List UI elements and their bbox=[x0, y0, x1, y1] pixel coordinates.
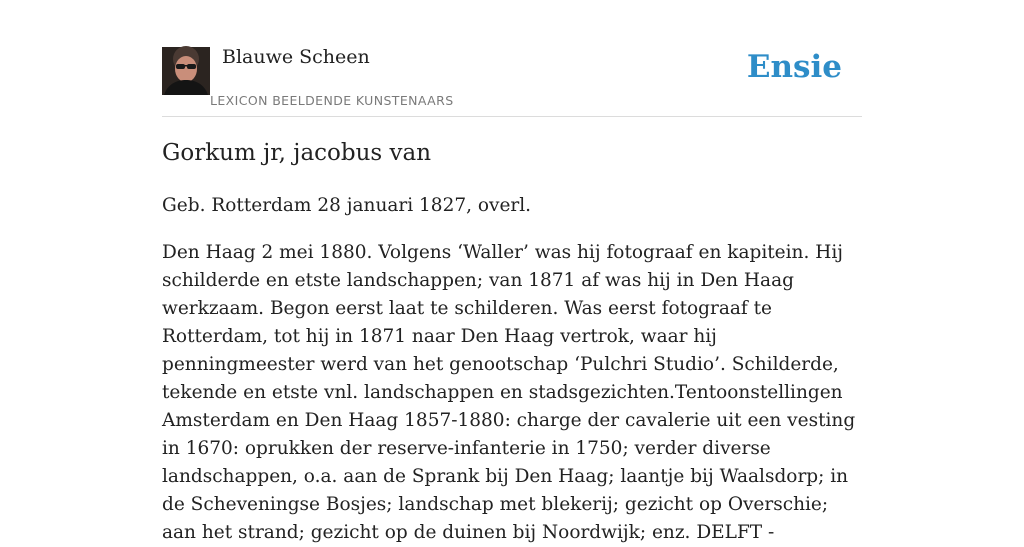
article-paragraph: Geb. Rotterdam 28 januari 1827, overl. bbox=[162, 195, 532, 216]
article-title: Gorkum jr, jacobus van bbox=[162, 140, 432, 166]
avatar[interactable] bbox=[162, 47, 210, 95]
avatar-image bbox=[162, 47, 210, 95]
author-name[interactable]: Blauwe Scheen bbox=[222, 46, 370, 68]
category-label[interactable]: LEXICON BEELDENDE KUNSTENAARS bbox=[210, 93, 454, 108]
brand-logo[interactable]: Ensie bbox=[746, 49, 842, 85]
article-paragraph: Den Haag 2 mei 1880. Volgens ‘Waller’ was hij fotograaf en kapitein. Hij schilderde en etste landschappen; van 1871 af was hij in Den Haag werkzaam. Begon eerst laat te schilderen. Was eerst fotograaf te Rotterdam, tot hij in 1871 naar Den Haag vertrok, waar hij penningmeester werd van het genootschap ‘Pulchri Studio’. Schilderde, tekende en etste vnl. landschappen en stadsgezichten.Tentoonstellingen Amsterdam en Den Haag 1857-1880: charge der cavalerie uit een vesting in 1670: oprukken der reserve-infanterie in 1750; verder diverse landschappen, o.a. aan de Sprank bij Den Haag; laantje bij Waalsdorp; in de Scheveningse Bosjes; landschap met blekerij; gezicht op Overschie; aan het strand; gezicht op de duinen bij Noordwijk; enz. DELFT - bbox=[162, 242, 856, 543]
header bbox=[162, 40, 862, 117]
